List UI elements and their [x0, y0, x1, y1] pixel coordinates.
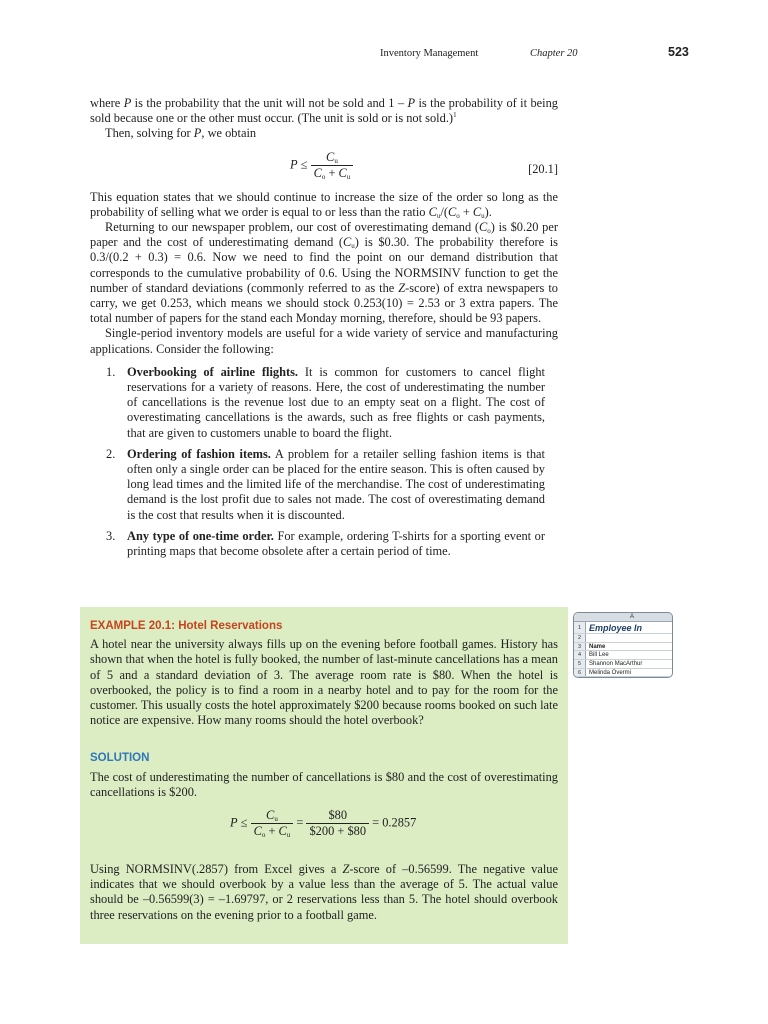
example-heading: EXAMPLE 20.1: Hotel Reservations [90, 620, 283, 632]
page-number: 523 [668, 45, 689, 59]
example-text: A hotel near the university always fills up on the evening before football games. History has shown that when the hotel is fully booked, the number of last-minute cancellations has a mean of 5 and a standard deviation of 3. The average room rate is $80. When the hotel is overbooked, the policy is to find a room in a nearby hotel and to pay for the room for the customer. This usually costs the hotel approximately $200 because rooms booked on such late notice are expensive. How many rooms should the hotel overbook? [90, 637, 558, 728]
paragraph-single-period: Single-period inventory models are useful for a wide variety of service and manufacturing applications. Consider the following: [90, 326, 558, 356]
solution-heading: SOLUTION [90, 752, 150, 765]
paragraph-solving: Then, solving for P, we obtain [105, 126, 257, 141]
body-text [90, 96, 558, 565]
spreadsheet-row: 5 Shannon MacArthur [574, 660, 672, 669]
list-item: 2. Ordering of fashion items. A problem for a retailer selling fashion items is that often only a single order can be placed for the entire season. This is often caused by long lead times and the limited life of the merchandise. The cost of underestimating demand is the lost profit due to sales not made. The cost of overestimating demand is the cost that results when it is discounted. [106, 446, 545, 522]
spreadsheet-row: 6 Melinda Overmi [574, 669, 672, 678]
paragraph-newspaper: Returning to our newspaper problem, our cost of overestimating demand $(C_o)$ is $0.20 per paper and the cost of underestimating demand $(C_u)$ is $0.30. The probability therefore is 0.3/(0.2 + 0.3) = 0.6. Now we need to find the point on our demand distribution that corresponds to the cumulative probability of 0.6. Using the NORMSINV function to get the number of standard deviations (commonly referred to as the Z-score) of extra newspapers to carry, we get 0.253, which means we should stock 0.253(10) = 2.53 or 3 extra papers. The total number of papers for the stand each Monday morning, therefore, should be 93 papers. [90, 220, 558, 326]
paragraph-equation-meaning: This equation states that we should continue to increase the size of the order so long as the probability of selling what we order is equal to or less than the ratio $C_u/(C_o + C_u)$. [90, 189, 558, 220]
paragraph-probability: where P is the probability that the unit will not be sold and 1 – P is the probability of it being sold because one or the other must occur. (The unit is sold or is not sold.)$^1$ [90, 96, 558, 126]
running-head-section: Inventory Management [380, 48, 479, 59]
equation-20-1: P ≤ $\frac{C_u}{C_o + C_u}$ [20.1] [290, 149, 558, 181]
equation-fraction: $\frac{C_u}{C_o + C_u}$ [311, 150, 354, 181]
spreadsheet-row: 1 Employee In [574, 622, 672, 634]
column-header: A [574, 613, 672, 622]
solution-paragraph: Using NORMSINV(.2857) from Excel gives a Z-score of –0.56599. The negative value indicates that we should overbook by a value less than the average of 5. The actual value should be –0.56599(3) = –1.69797, or 2 reservations less than 5. The hotel should overbook three reservations on the evening prior to a football game. [90, 862, 559, 922]
excel-spreadsheet-icon [573, 612, 673, 678]
running-head-chapter: Chapter 20 [530, 48, 578, 59]
solution-paragraph: The cost of underestimating the number of cancellations is $80 and the cost of overestimating cancellations is $200. [90, 769, 558, 799]
list-item: 1. Overbooking of airline flights. It is common for customers to cancel flight reservations for a variety of reasons. Here, the cost of underestimating the number of cancellations is the revenue lost due to an empty seat on a flight. The cost of overestimating cancellations is the awards, such as free flights or cash payments, that are given to customers unable to board the flight. [106, 364, 545, 440]
footnote-marker: 1 [453, 111, 457, 120]
list-item: 3. Any type of one-time order. For example, ordering T-shirts for a sporting event or printing maps that become obsolete after a certain period of time. [106, 528, 545, 559]
running-head [0, 45, 768, 61]
equation-number: [20.1] [528, 161, 558, 176]
equation-fraction-values: $\frac{\$80}{\$200 + \$80}$ [306, 808, 369, 839]
spreadsheet-row: 3 Name [574, 643, 672, 652]
solution-equation: P ≤ $\frac{C_u}{C_o + C_u}$ = $\frac{\$80}{\$200 + \$80}$ = 0.2857 [230, 808, 417, 840]
applications-list [90, 365, 558, 559]
example-box [80, 607, 568, 944]
equation-fraction: $\frac{C_u}{C_o + C_u}$ [251, 808, 294, 839]
spreadsheet-row: 4 Bill Lee [574, 651, 672, 660]
spreadsheet-row: 2 [574, 634, 672, 643]
